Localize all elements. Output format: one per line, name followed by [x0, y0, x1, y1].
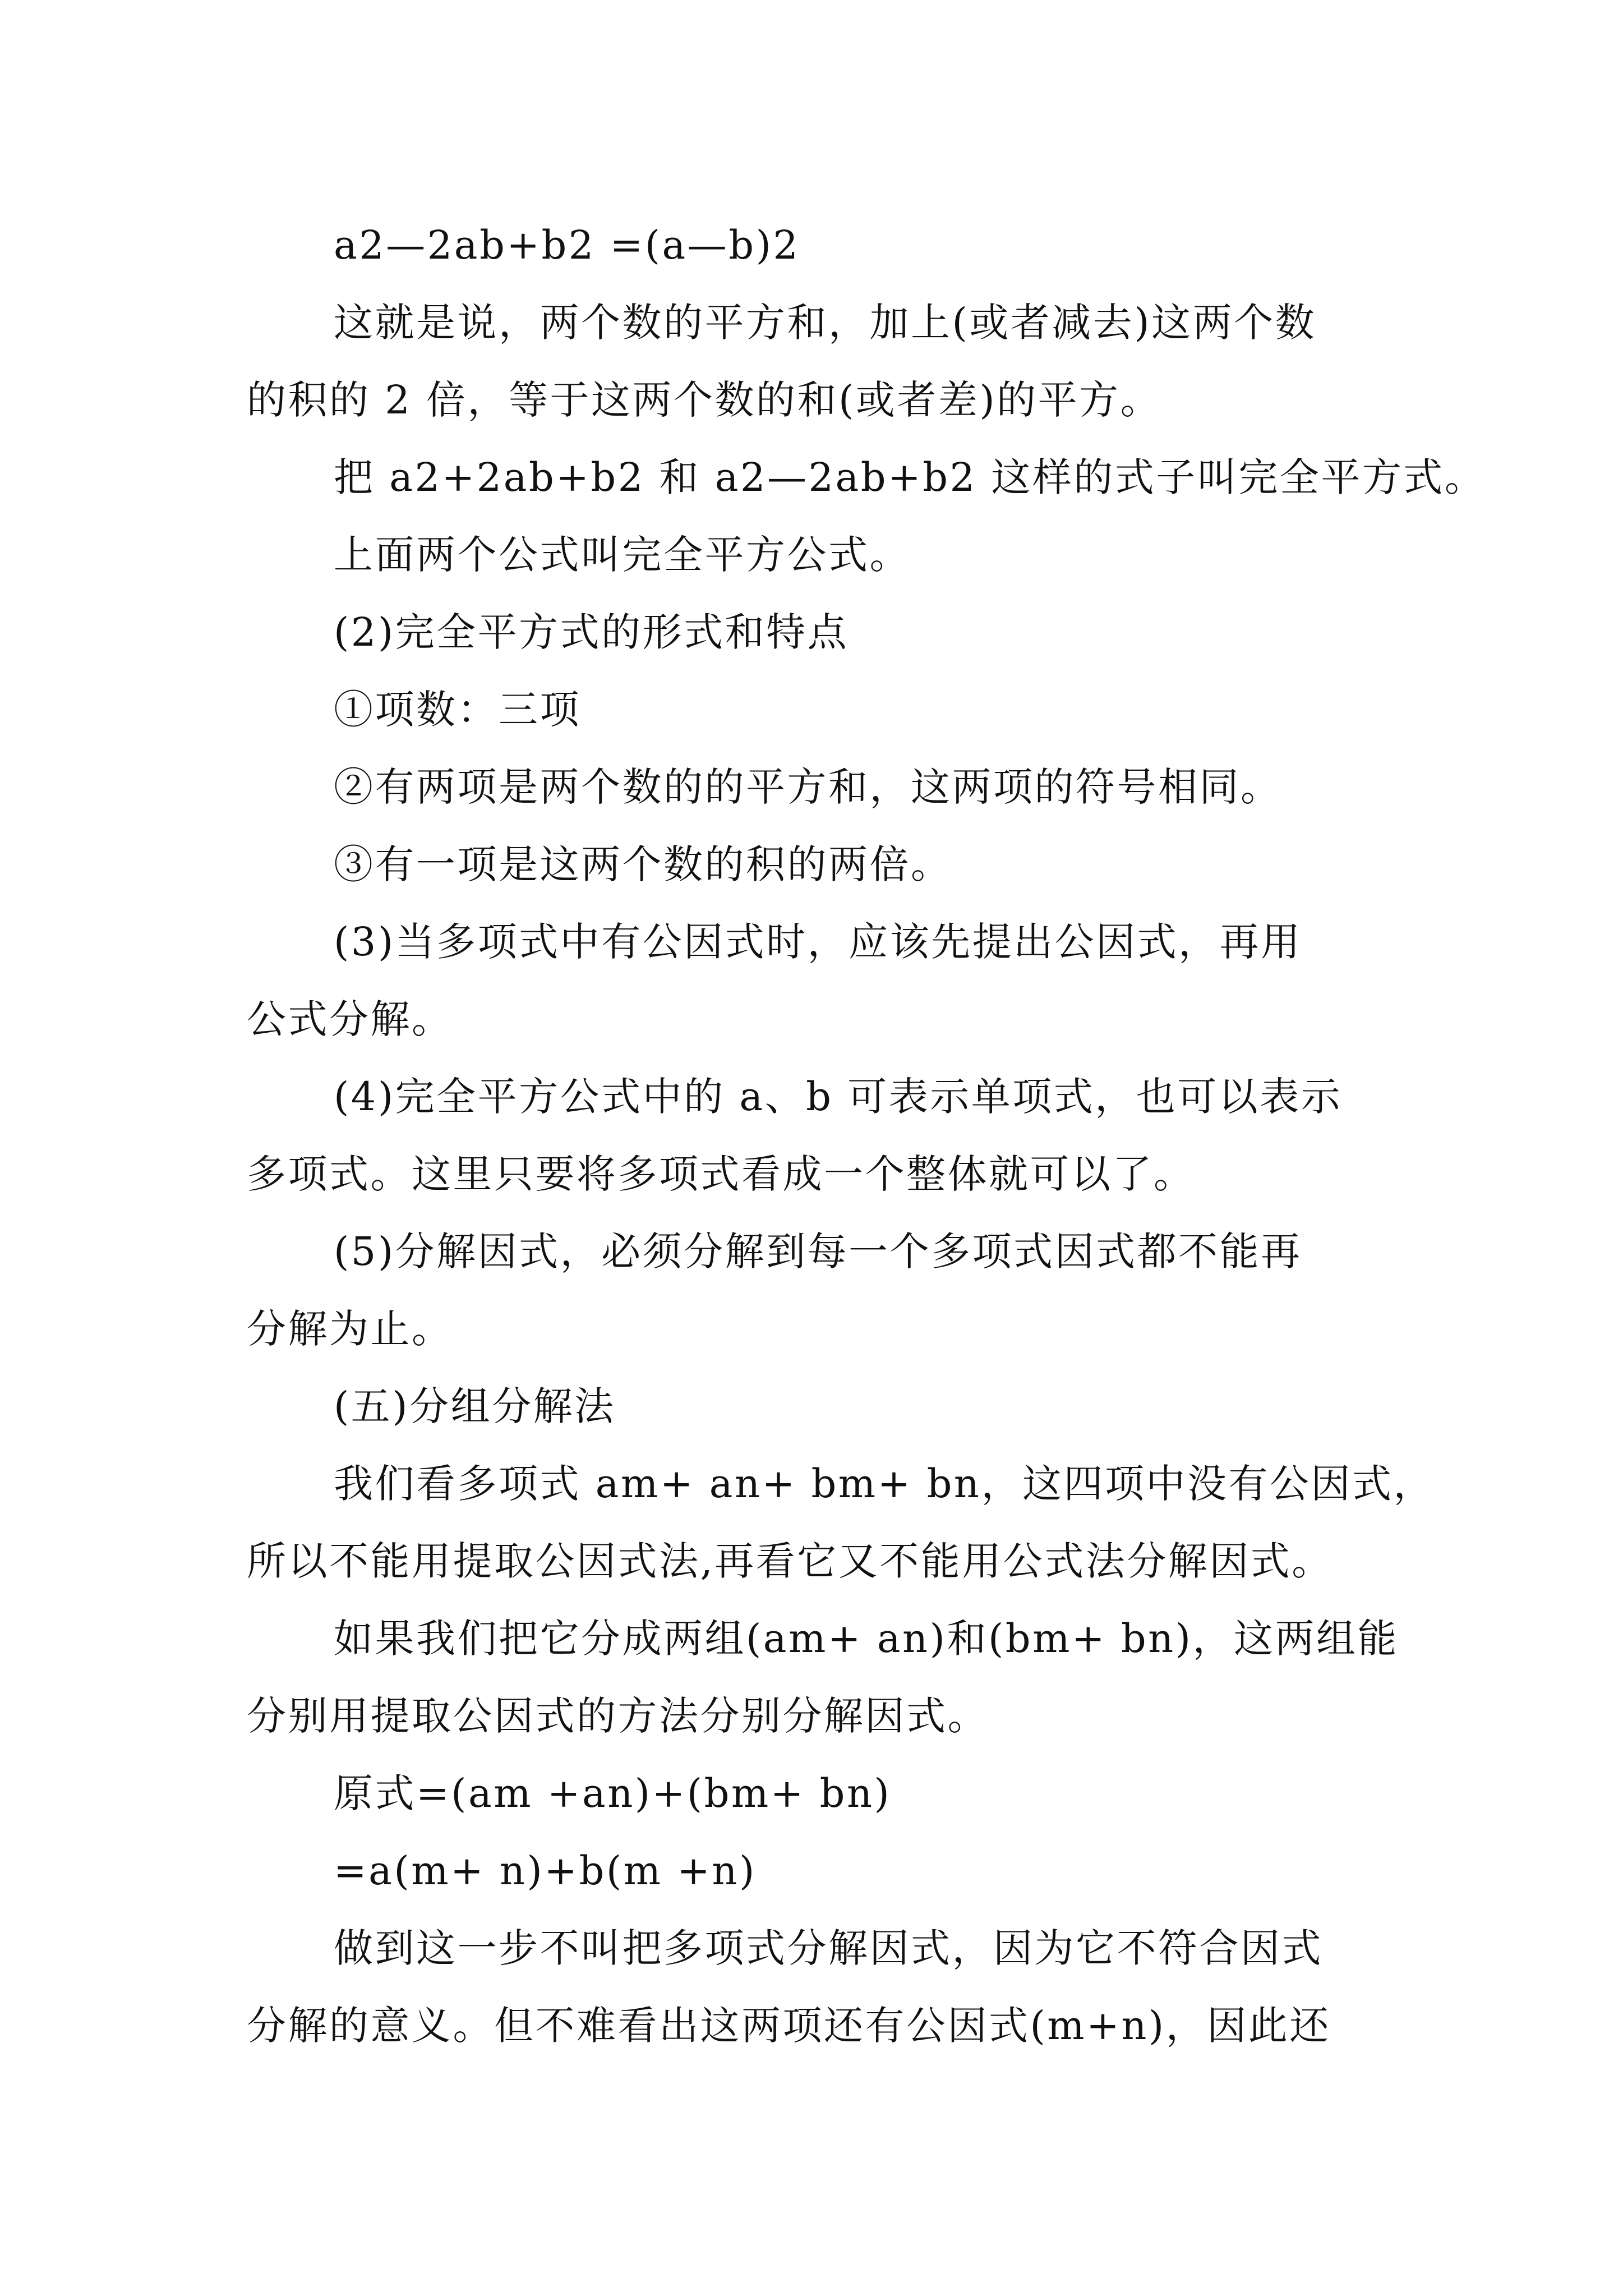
- text-line: 的积的 2 倍，等于这两个数的和(或者差)的平方。: [247, 377, 1162, 423]
- text-line: 把 a2+2ab+b2 和 a2—2ab+b2 这样的式子叫完全平方式。: [334, 454, 1486, 500]
- text-line: 多项式。这里只要将多项式看成一个整体就可以了。: [247, 1151, 1195, 1197]
- text-line: 分别用提取公因式的方法分别分解因式。: [247, 1693, 989, 1739]
- text-line: (3)当多项式中有公因式时，应该先提出公因式，再用: [334, 919, 1302, 965]
- text-line: 上面两个公式叫完全平方公式。: [334, 532, 911, 578]
- text-line: ③有一项是这两个数的积的两倍。: [334, 841, 952, 887]
- text-line: 原式=(am +an)+(bm+ bn): [334, 1770, 892, 1816]
- text-line: ①项数：三项: [334, 687, 581, 733]
- document-body: [247, 206, 1486, 2064]
- text-line: 分解为止。: [247, 1306, 453, 1352]
- text-line: 所以不能用提取公因式法,再看它又不能用公式法分解因式。: [247, 1538, 1333, 1584]
- text-line: 我们看多项式 am+ an+ bm+ bn，这四项中没有公因式，: [334, 1461, 1435, 1507]
- text-line: 做到这一步不叫把多项式分解因式，因为它不符合因式: [334, 1925, 1323, 1971]
- text-line: ②有两项是两个数的的平方和，这两项的符号相同。: [334, 764, 1282, 810]
- text-line: 公式分解。: [247, 996, 453, 1042]
- text-line: a2—2ab+b2 =(a—b)2: [334, 222, 800, 268]
- text-line: 分解的意义。但不难看出这两项还有公因式(m+n)，因此还: [247, 2003, 1331, 2049]
- text-line: 如果我们把它分成两组(am+ an)和(bm+ bn)，这两组能: [334, 1616, 1399, 1662]
- text-line: 这就是说，两个数的平方和，加上(或者减去)这两个数: [334, 300, 1317, 346]
- text-line: =a(m+ n)+b(m +n): [334, 1848, 757, 1894]
- text-line: (五)分组分解法: [334, 1383, 616, 1429]
- text-line: (4)完全平方公式中的 a、b 可表示单项式，也可以表示: [334, 1074, 1343, 1120]
- text-line: (2)完全平方式的形式和特点: [334, 609, 849, 655]
- text-line: (5)分解因式，必须分解到每一个多项式因式都不能再: [334, 1228, 1302, 1274]
